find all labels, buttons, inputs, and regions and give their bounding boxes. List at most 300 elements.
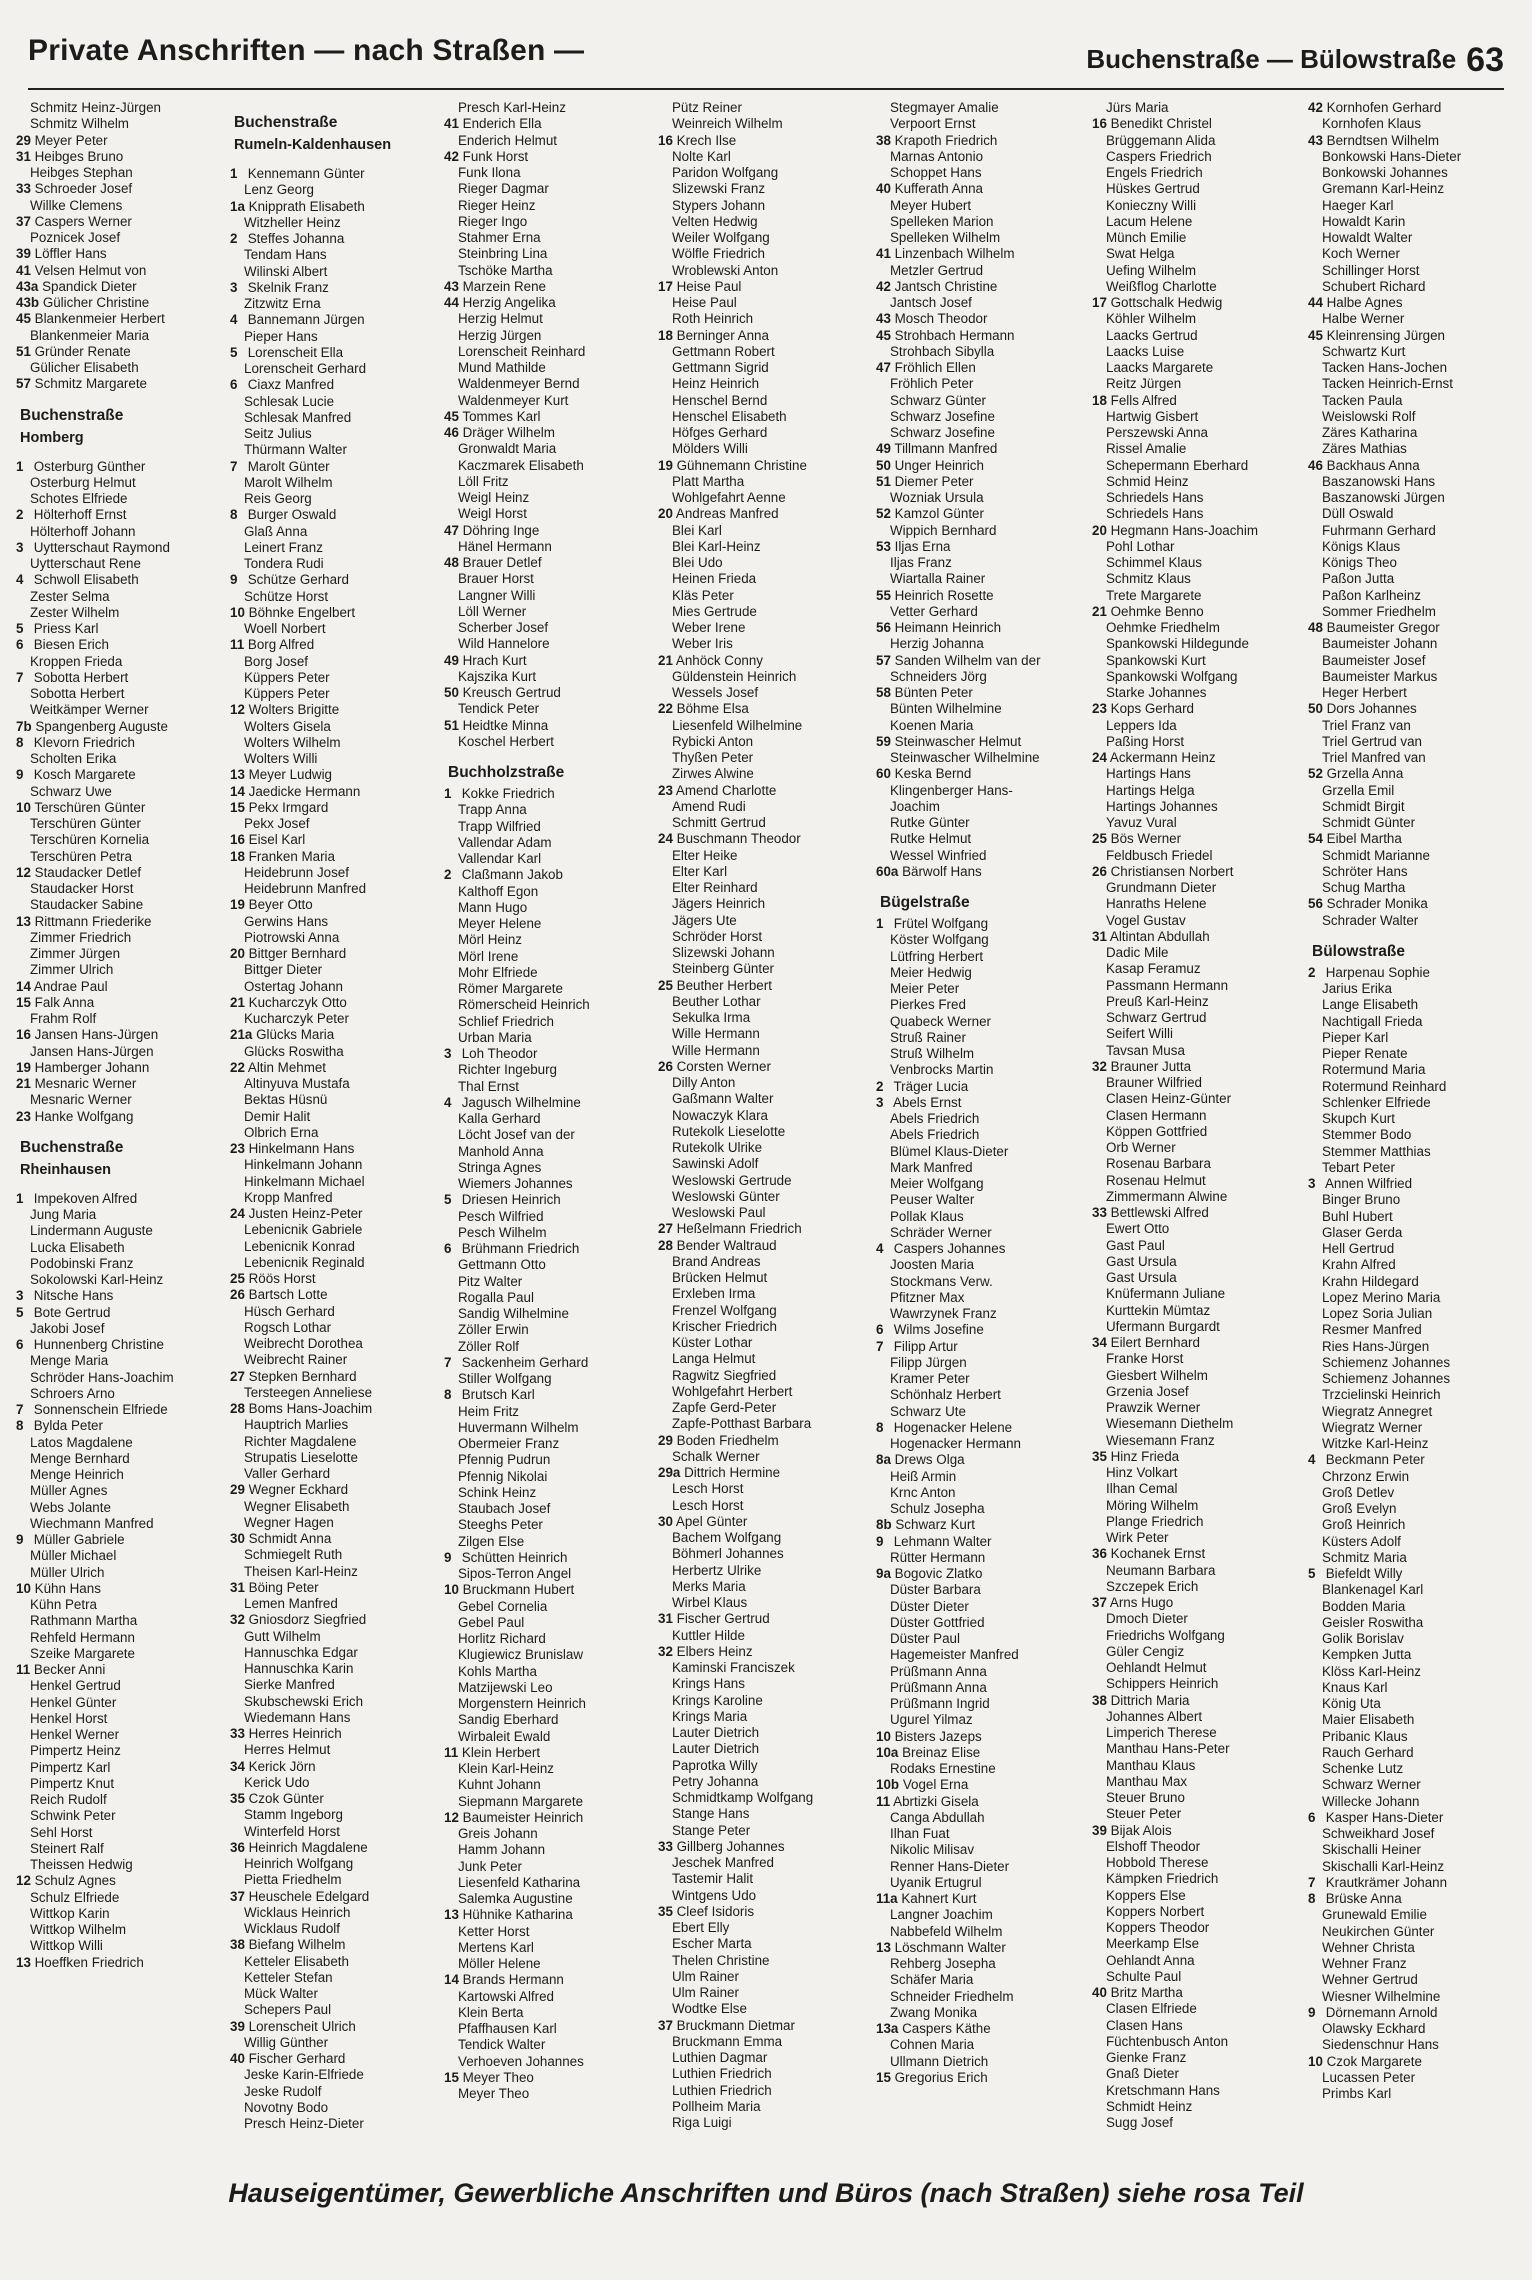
resident-name: Wirbaleit Ewald: [458, 1728, 551, 1744]
resident-name: Dittrich Hermine: [684, 1465, 781, 1480]
resident-name: Luthien Friedrich: [672, 2082, 772, 2098]
resident-name: Rodaks Ernestine: [890, 1761, 996, 1776]
house-number: 24: [1092, 750, 1107, 765]
resident-entry: [230, 1271, 435, 1287]
resident-entry: [658, 961, 863, 977]
resident-entry: [16, 1092, 221, 1108]
resident-name: Clasen Hermann: [1106, 1107, 1207, 1123]
house-number: 5: [16, 1304, 24, 1320]
resident-entry: [1092, 2066, 1297, 2082]
resident-name: Heinz Heinrich: [672, 376, 760, 392]
house-number: 2: [876, 1078, 884, 1094]
resident-name: Velsen Helmut von: [34, 262, 147, 278]
resident-name: Plange Friedrich: [1106, 1513, 1204, 1529]
house-number: 50: [444, 685, 459, 700]
resident-name: Kucharczyk Otto: [248, 994, 347, 1010]
house-number: 15: [16, 994, 31, 1010]
resident-entry: [658, 376, 863, 392]
resident-entry: [444, 458, 649, 474]
resident-name: Bijak Alois: [1110, 1822, 1172, 1838]
resident-name: Schwoll Elisabeth: [33, 572, 139, 588]
resident-name: Gebel Paul: [458, 1614, 525, 1630]
resident-entry: [658, 1936, 863, 1952]
resident-entry: [876, 1111, 1081, 1127]
resident-name: Böhme Elsa: [676, 701, 749, 717]
resident-entry: [444, 523, 649, 539]
resident-entry: [658, 1741, 863, 1757]
resident-entry: [1308, 181, 1513, 197]
resident-entry: [658, 1286, 863, 1302]
resident-entry: [1308, 1517, 1513, 1533]
resident-name: Pieper Hans: [244, 328, 318, 344]
house-number: 51: [876, 473, 891, 489]
resident-name: Frütel Wolfgang: [893, 916, 989, 931]
directory-column-4: [658, 100, 863, 2165]
resident-name: Schulz Agnes: [34, 1873, 116, 1889]
resident-entry: [444, 900, 649, 916]
resident-entry: [16, 1662, 221, 1678]
resident-name: Heibges Stephan: [30, 165, 133, 180]
resident-name: Roth Heinrich: [672, 311, 754, 327]
resident-entry: [16, 865, 221, 881]
house-number: 44: [1308, 295, 1323, 310]
resident-entry: [230, 1986, 435, 2002]
resident-name: Dadic Mile: [1106, 945, 1169, 960]
resident-entry: [876, 133, 1081, 149]
resident-entry: [1308, 636, 1513, 652]
resident-entry: [1092, 1758, 1297, 1774]
house-number: 38: [1092, 1692, 1107, 1708]
resident-entry: [444, 1322, 649, 1338]
house-number: 26: [1092, 863, 1107, 879]
resident-entry: [444, 588, 649, 604]
resident-entry: [1092, 1433, 1297, 1449]
resident-entry: [16, 1906, 221, 1922]
resident-entry: [876, 1095, 1081, 1111]
resident-name: Lindermann Auguste: [30, 1223, 153, 1239]
resident-entry: [876, 734, 1081, 750]
resident-name: Heinen Frieda: [672, 571, 757, 587]
directory-column-7: [1308, 100, 1513, 2165]
resident-entry: [1308, 458, 1513, 474]
resident-name: Resmer Manfred: [1322, 1322, 1422, 1338]
resident-name: Bisters Jazeps: [894, 1728, 982, 1744]
resident-entry: [444, 1046, 649, 1062]
resident-entry: [1092, 1075, 1297, 1091]
resident-entry: [230, 1434, 435, 1450]
resident-name: Staubach Josef: [458, 1501, 551, 1516]
house-number: 11: [876, 1793, 891, 1809]
resident-name: Leppers Ida: [1106, 717, 1177, 733]
resident-name: Sugg Josef: [1106, 2115, 1173, 2130]
house-number: 59: [876, 733, 891, 749]
resident-entry: [230, 2084, 435, 2100]
resident-entry: [1092, 636, 1297, 652]
resident-entry: [1092, 1969, 1297, 1985]
resident-entry: [444, 1257, 649, 1273]
house-number: 10: [230, 604, 245, 620]
resident-name: Yavuz Vural: [1106, 815, 1177, 830]
resident-entry: [876, 1306, 1081, 1322]
resident-entry: [658, 1855, 863, 1871]
house-number: 37: [230, 1888, 245, 1904]
resident-entry: [658, 1384, 863, 1400]
resident-name: Koppers Norbert: [1106, 1903, 1205, 1919]
resident-entry: [876, 1274, 1081, 1290]
resident-name: Menge Maria: [30, 1353, 109, 1369]
resident-entry: [444, 1647, 649, 1663]
resident-name: Zirwes Alwine: [672, 766, 754, 782]
resident-name: Wintgens Udo: [672, 1887, 757, 1903]
resident-name: Tacken Hans-Jochen: [1322, 360, 1448, 375]
resident-entry: [16, 1890, 221, 1906]
resident-name: Szczepek Erich: [1106, 1578, 1199, 1594]
resident-name: Golik Borislav: [1322, 1631, 1404, 1646]
resident-entry: [876, 1972, 1081, 1988]
resident-entry: [16, 1841, 221, 1857]
resident-name: Schwarz Günter: [890, 392, 987, 408]
resident-name: Kaminski Franciszek: [672, 1660, 795, 1675]
resident-name: Gronwaldt Maria: [458, 441, 557, 457]
resident-entry: [1092, 1303, 1297, 1319]
house-number: 40: [230, 2051, 245, 2066]
resident-name: Löffler Hans: [34, 246, 107, 262]
house-number: 43b: [16, 295, 40, 310]
house-number: 54: [1308, 831, 1323, 847]
resident-name: Szeike Margarete: [30, 1645, 135, 1661]
resident-entry: [16, 1955, 221, 1971]
resident-entry: [1092, 1790, 1297, 1806]
resident-entry: [444, 1761, 649, 1777]
resident-name: Höfges Gerhard: [672, 425, 768, 440]
resident-name: Wohlgefahrt Herbert: [672, 1383, 793, 1399]
resident-name: Jeske Karin-Elfriede: [244, 2067, 364, 2083]
resident-entry: [1092, 1628, 1297, 1644]
house-number: 2: [16, 507, 24, 523]
resident-entry: [1308, 1501, 1513, 1517]
resident-entry: [230, 1385, 435, 1401]
resident-name: Kalthoff Egon: [458, 883, 539, 899]
resident-name: Oehmke Benno: [1110, 603, 1204, 619]
resident-name: Steffes Johanna: [247, 231, 345, 246]
house-number: 1a: [230, 198, 245, 214]
resident-entry: [1308, 1826, 1513, 1842]
house-number: 25: [1092, 831, 1107, 847]
resident-entry: [230, 1369, 435, 1385]
resident-name: Langner Joachim: [890, 1907, 993, 1923]
resident-name: Heidtke Minna: [462, 717, 549, 733]
resident-entry: [658, 490, 863, 506]
resident-name: Luthien Friedrich: [672, 2066, 772, 2082]
house-number: 9a: [876, 1566, 891, 1581]
resident-entry: [444, 1014, 649, 1030]
resident-name: Krnc Anton: [890, 1484, 956, 1500]
resident-entry: [230, 1125, 435, 1141]
resident-name: Heiß Armin: [890, 1468, 957, 1484]
resident-name: Gerwins Hans: [244, 913, 329, 929]
house-number: 11a: [876, 1891, 898, 1906]
resident-name: Altintan Abdullah: [1109, 928, 1210, 944]
resident-name: Wegner Hagen: [244, 1514, 334, 1530]
house-number: 40: [876, 181, 891, 197]
resident-entry: [876, 864, 1081, 880]
resident-name: Fröhlich Ellen: [894, 360, 976, 375]
house-number: 25: [658, 977, 673, 993]
resident-name: Krahn Hildegard: [1322, 1273, 1419, 1289]
resident-name: Jeschek Manfred: [672, 1855, 774, 1870]
resident-name: Schäfer Maria: [890, 1972, 974, 1988]
resident-entry: [876, 1160, 1081, 1176]
resident-entry: [658, 1238, 863, 1254]
resident-entry: [876, 165, 1081, 181]
resident-entry: [230, 719, 435, 735]
resident-name: Uytterschaut Rene: [30, 556, 141, 571]
resident-name: Fischer Gertrud: [676, 1611, 770, 1627]
resident-name: Mark Manfred: [890, 1159, 973, 1175]
resident-name: Willig Günther: [244, 2034, 329, 2050]
resident-name: Steeghs Peter: [458, 1517, 543, 1533]
resident-entry: [1308, 1452, 1513, 1468]
resident-name: Gillberg Johannes: [676, 1838, 785, 1854]
resident-entry: [876, 1729, 1081, 1745]
resident-entry: [1092, 1205, 1297, 1221]
resident-name: Schwarz Uwe: [30, 783, 112, 799]
resident-entry: [444, 1664, 649, 1680]
resident-name: Bruckmann Dietmar: [676, 2017, 795, 2033]
resident-name: Mertens Karl: [458, 1939, 534, 1955]
resident-entry: [1308, 1127, 1513, 1143]
resident-name: Kahnert Kurt: [901, 1891, 977, 1906]
resident-name: Maier Elisabeth: [1322, 1712, 1415, 1728]
resident-name: Neumann Barbara: [1106, 1562, 1216, 1578]
resident-entry: [1308, 425, 1513, 441]
resident-entry: [876, 1745, 1081, 1761]
resident-entry: [876, 1485, 1081, 1501]
resident-entry: [444, 1826, 649, 1842]
resident-name: Pohl Lothar: [1106, 538, 1175, 554]
resident-entry: [444, 1842, 649, 1858]
resident-name: Schröter Hans: [1322, 863, 1408, 879]
resident-name: Hänel Hermann: [458, 538, 552, 554]
resident-entry: [1308, 1257, 1513, 1273]
resident-name: Wehner Franz: [1322, 1956, 1407, 1971]
resident-entry: [16, 344, 221, 360]
resident-name: Gnaß Dieter: [1106, 2066, 1179, 2082]
resident-name: Thelen Christine: [672, 1952, 770, 1968]
resident-entry: [230, 1255, 435, 1271]
resident-name: Heinrich Wolfgang: [244, 1856, 354, 1871]
house-number: 13: [444, 1907, 459, 1923]
resident-name: Jarius Erika: [1322, 981, 1392, 996]
resident-entry: [444, 230, 649, 246]
resident-entry: [444, 1696, 649, 1712]
resident-name: Witzheller Heinz: [244, 214, 341, 230]
house-number: 31: [16, 148, 31, 164]
resident-name: Ulm Rainer: [672, 1968, 739, 1984]
resident-entry: [658, 929, 863, 945]
resident-entry: [444, 506, 649, 522]
resident-name: Zäres Mathias: [1322, 441, 1407, 457]
resident-entry: [658, 1416, 863, 1432]
resident-name: Herzig Johanna: [890, 636, 984, 652]
house-number: 29: [658, 1432, 673, 1448]
resident-name: Sanden Wilhelm van der: [894, 652, 1041, 668]
resident-entry: [658, 1969, 863, 1985]
resident-entry: [1308, 1046, 1513, 1062]
resident-name: Rotermund Maria: [1322, 1062, 1426, 1078]
resident-entry: [16, 832, 221, 848]
resident-name: Slizewski Franz: [672, 181, 766, 197]
house-number: 55: [876, 587, 891, 603]
resident-name: Wawrzynek Franz: [890, 1306, 997, 1321]
resident-entry: [230, 1547, 435, 1563]
house-number: 44: [444, 295, 459, 310]
resident-name: Pfennig Nikolai: [458, 1468, 548, 1484]
resident-name: Terschüren Günter: [30, 816, 141, 831]
resident-name: Elshoff Theodor: [1106, 1838, 1201, 1854]
house-number: 53: [876, 538, 891, 554]
resident-entry: [658, 1774, 863, 1790]
resident-name: Wolters Wilhelm: [244, 734, 341, 750]
resident-entry: [1308, 701, 1513, 717]
resident-entry: [1092, 1449, 1297, 1465]
resident-name: Kramer Peter: [890, 1371, 970, 1386]
resident-entry: [16, 1808, 221, 1824]
resident-name: Spelleken Marion: [890, 213, 994, 229]
resident-name: Schotes Elfriede: [30, 491, 128, 506]
resident-name: Rittmann Friederike: [34, 913, 152, 929]
resident-entry: [230, 1889, 435, 1905]
resident-entry: [16, 751, 221, 767]
resident-entry: [658, 1920, 863, 1936]
resident-name: Manthau Hans-Peter: [1106, 1741, 1230, 1757]
resident-entry: [658, 1693, 863, 1709]
house-number: 8a: [876, 1452, 891, 1468]
resident-name: Gettmann Otto: [458, 1257, 546, 1273]
resident-name: Gast Ursula: [1106, 1270, 1177, 1285]
house-number: 35: [658, 1903, 673, 1919]
resident-name: Baumeister Gregor: [1326, 620, 1440, 635]
house-number: 52: [1308, 766, 1323, 782]
resident-name: Poznicek Josef: [30, 230, 121, 245]
resident-entry: [444, 474, 649, 490]
resident-entry: [444, 786, 649, 802]
resident-name: Amend Rudi: [672, 798, 746, 814]
resident-name: Skischalli Karl-Heinz: [1322, 1858, 1445, 1874]
resident-name: Ufermann Burgardt: [1106, 1318, 1220, 1334]
resident-entry: [16, 100, 221, 116]
resident-entry: [16, 1922, 221, 1938]
resident-entry: [230, 459, 435, 475]
resident-name: Scherber Josef: [458, 620, 549, 635]
resident-entry: [876, 1826, 1081, 1842]
resident-name: Triel Gertrud van: [1322, 733, 1422, 749]
resident-name: Wehner Christa: [1322, 1939, 1415, 1955]
resident-name: Lorenscheit Gerhard: [244, 361, 367, 376]
resident-name: Küsters Adolf: [1322, 1533, 1401, 1549]
resident-entry: [444, 1030, 649, 1046]
resident-name: Beuther Lothar: [672, 993, 761, 1009]
resident-name: Köster Wolfgang: [890, 932, 989, 948]
resident-name: Heßelmann Friedrich: [676, 1221, 802, 1237]
resident-entry: [230, 296, 435, 312]
resident-entry: [1092, 1595, 1297, 1611]
resident-name: Schwarz Josefine: [890, 408, 995, 424]
resident-entry: [1092, 1563, 1297, 1579]
resident-entry: [658, 978, 863, 994]
resident-entry: [1308, 1030, 1513, 1046]
resident-name: Gast Paul: [1106, 1237, 1165, 1253]
resident-entry: [876, 1534, 1081, 1550]
resident-entry: [658, 1140, 863, 1156]
resident-entry: [876, 393, 1081, 409]
resident-entry: [444, 835, 649, 851]
page-header: [28, 28, 1504, 84]
resident-entry: [1308, 1631, 1513, 1647]
resident-entry: [1092, 1270, 1297, 1286]
resident-name: Sehl Horst: [30, 1824, 93, 1840]
resident-entry: [658, 1173, 863, 1189]
resident-entry: [658, 2001, 863, 2017]
resident-entry: [1308, 750, 1513, 766]
resident-name: Glaser Gerda: [1322, 1224, 1403, 1240]
resident-name: Klöss Karl-Heinz: [1322, 1663, 1421, 1679]
resident-entry: [658, 653, 863, 669]
resident-entry: [444, 1192, 649, 1208]
resident-entry: [1092, 880, 1297, 896]
resident-entry: [876, 831, 1081, 847]
resident-name: Frahm Rolf: [30, 1011, 97, 1026]
resident-entry: [876, 1209, 1081, 1225]
resident-entry: [658, 896, 863, 912]
resident-entry: [444, 701, 649, 717]
resident-entry: [1308, 295, 1513, 311]
resident-name: Reis Georg: [244, 491, 312, 506]
resident-name: Lorenscheit Ella: [247, 344, 344, 360]
resident-entry: [16, 816, 221, 832]
resident-entry: [1308, 490, 1513, 506]
resident-entry: [230, 1742, 435, 1758]
resident-entry: [16, 1240, 221, 1256]
resident-entry: [876, 246, 1081, 262]
resident-entry: [444, 1420, 649, 1436]
resident-name: Blankenmeier Herbert: [34, 311, 165, 327]
resident-name: Kalla Gerhard: [458, 1111, 541, 1126]
resident-name: Stockmans Verw.: [890, 1273, 993, 1289]
resident-name: Rosenau Helmut: [1106, 1172, 1206, 1188]
resident-name: Meier Hedwig: [890, 964, 972, 980]
resident-entry: [1308, 799, 1513, 815]
resident-entry: [658, 750, 863, 766]
resident-entry: [1092, 1611, 1297, 1627]
resident-entry: [230, 1027, 435, 1043]
resident-entry: [16, 881, 221, 897]
resident-name: Ries Hans-Jürgen: [1322, 1338, 1430, 1354]
resident-name: Kochanek Ernst: [1110, 1546, 1206, 1562]
resident-entry: [1092, 2034, 1297, 2050]
resident-name: Schütze Gerhard: [247, 572, 349, 588]
resident-entry: [876, 555, 1081, 571]
resident-entry: [1308, 1192, 1513, 1208]
resident-name: Schmidt Günter: [1322, 815, 1416, 830]
resident-entry: [230, 1612, 435, 1628]
resident-name: Ullmann Dietrich: [890, 2053, 989, 2069]
resident-entry: [444, 2054, 649, 2070]
resident-entry: [658, 2083, 863, 2099]
resident-name: Hinkelmann Hans: [248, 1141, 355, 1156]
resident-entry: [876, 474, 1081, 490]
resident-entry: [658, 1953, 863, 1969]
